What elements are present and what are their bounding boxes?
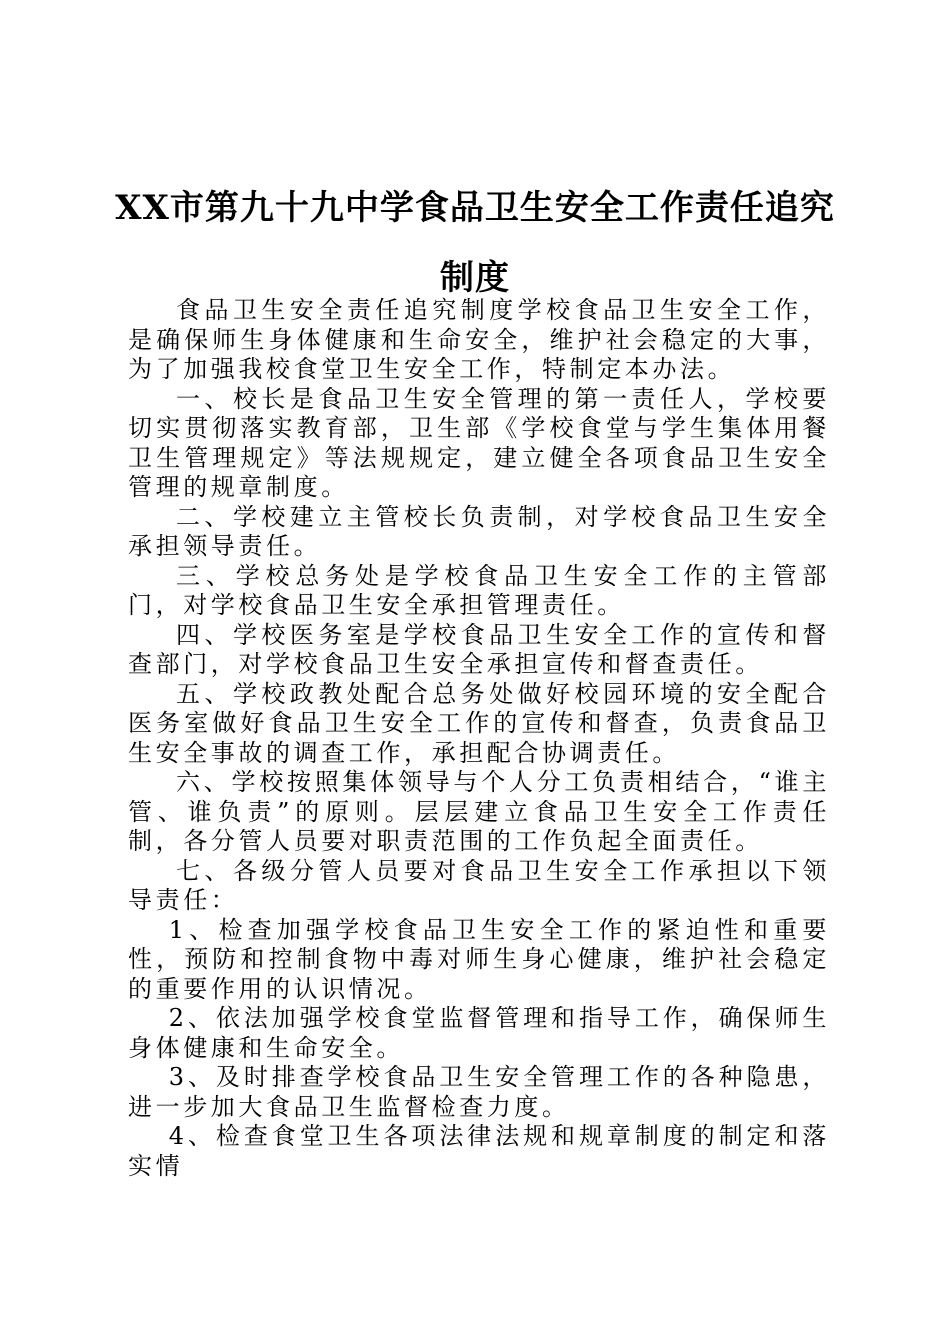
paragraph-item-5: 五、学校政教处配合总务处做好校园环境的安全配合医务室做好食品卫生安全工作的宣传和督查，负责食品卫生安全事故的调查工作，承担配合协调责任。 xyxy=(128,679,830,767)
document-title: XX市第九十九中学食品卫生安全工作责任追究制度 xyxy=(115,188,835,298)
paragraph-item-1: 一、校长是食品卫生安全管理的第一责任人，学校要切实贯彻落实教育部，卫生部《学校食堂与学生集体用餐卫生管理规定》等法规规定，建立健全各项食品卫生安全管理的规章制度。 xyxy=(128,384,830,501)
subparagraph-4: 4、检查食堂卫生各项法律法规和规章制度的制定和落实情 xyxy=(128,1122,830,1180)
paragraph-intro: 食品卫生安全责任追究制度学校食品卫生安全工作，是确保师生身体健康和生命安全，维护社会稳定的大事，为了加强我校食堂卫生安全工作，特制定本办法。 xyxy=(128,296,830,383)
document-body xyxy=(128,296,830,1181)
paragraph-item-7: 七、各级分管人员要对食品卫生安全工作承担以下领导责任： xyxy=(128,856,830,914)
paragraph-item-6: 六、学校按照集体领导与个人分工负责相结合，“谁主管、谁负责”的原则。层层建立食品卫生安全工作责任制，各分管人员要对职责范围的工作负起全面责任。 xyxy=(128,768,830,855)
subparagraph-3: 3、及时排查学校食品卫生安全管理工作的各种隐患，进一步加大食品卫生监督检查力度。 xyxy=(128,1063,830,1121)
paragraph-item-2: 二、学校建立主管校长负责制，对学校食品卫生安全承担领导责任。 xyxy=(128,502,830,560)
paragraph-item-4: 四、学校医务室是学校食品卫生安全工作的宣传和督查部门，对学校食品卫生安全承担宣传和督查责任。 xyxy=(128,620,830,678)
subparagraph-2: 2、依法加强学校食堂监督管理和指导工作，确保师生身体健康和生命安全。 xyxy=(128,1004,830,1062)
subparagraph-1: 1、检查加强学校食品卫生安全工作的紧迫性和重要性，预防和控制食物中毒对师生身心健康，维护社会稳定的重要作用的认识情况。 xyxy=(128,915,830,1003)
paragraph-item-3: 三、学校总务处是学校食品卫生安全工作的主管部门，对学校食品卫生安全承担管理责任。 xyxy=(128,561,830,619)
